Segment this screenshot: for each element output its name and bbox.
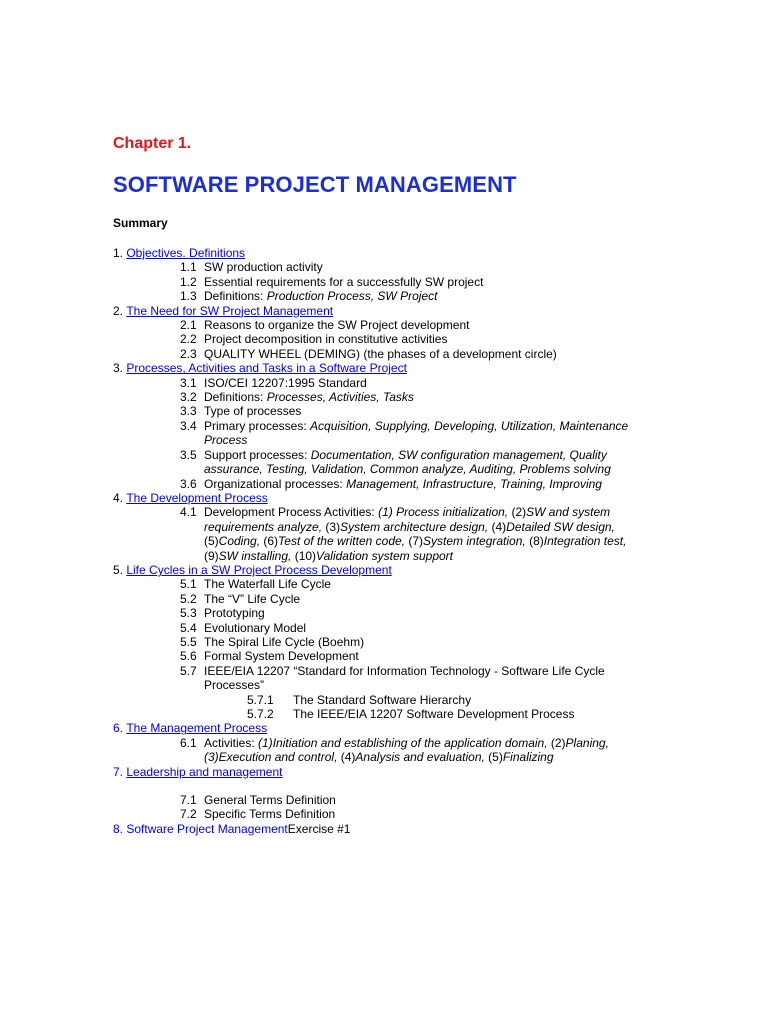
part: (3) <box>325 519 341 534</box>
toc-item-4-1 <box>113 505 653 563</box>
item-text: Reasons to organize the SW Project development <box>204 318 470 333</box>
item-text: The Spiral Life Cycle (Boehm) <box>204 634 365 649</box>
toc-item-1-1 <box>113 260 653 274</box>
part: (5) <box>488 750 503 765</box>
item-number: 5.4 <box>180 620 197 635</box>
toc-item-5-3 <box>113 606 653 620</box>
item-number: 1.1 <box>180 260 197 275</box>
item-number: 5.6 <box>180 649 197 664</box>
item-number: 3.4 <box>180 418 197 433</box>
toc-section-3 <box>113 361 653 375</box>
item-number: 3.1 <box>180 375 197 390</box>
item-text: QUALITY WHEEL (DEMING) (the phases of a development circle) <box>204 346 557 361</box>
part: (5) <box>204 534 219 549</box>
toc-item-3-5 <box>113 448 653 477</box>
summary-heading: Summary <box>113 216 168 230</box>
item-number: 3.3 <box>180 404 197 419</box>
item-text: Activities: <box>204 735 259 750</box>
item-number: 1.2 <box>180 274 197 289</box>
toc-section-5 <box>113 563 653 577</box>
toc-item-2-2 <box>113 332 653 346</box>
item-number: 2.3 <box>180 346 197 361</box>
part: (3) <box>204 750 219 765</box>
part: (4) <box>340 750 356 765</box>
part: (1) <box>378 505 397 520</box>
part: Initiation and establishing of the application domain, <box>272 735 551 750</box>
item-number: 5.5 <box>180 634 197 649</box>
section-number: 2. <box>113 303 127 318</box>
link-need-for-sw-project-management[interactable]: The Need for SW Project Management <box>126 303 334 318</box>
item-italic-text: Production Process, SW Project <box>266 289 438 304</box>
toc-item-5-5 <box>113 635 653 649</box>
link-life-cycles[interactable]: Life Cycles in a SW Project Process Development <box>126 562 392 577</box>
item-text: Type of processes <box>204 404 302 419</box>
item-text: Evolutionary Model <box>204 620 307 635</box>
item-number: 4.1 <box>180 505 197 520</box>
item-italic-text: Processes, Activities, Tasks <box>266 390 414 405</box>
item-text: Project decomposition in constitutive activities <box>204 332 448 347</box>
item-number: 2.2 <box>180 332 197 347</box>
toc-item-3-1 <box>113 376 653 390</box>
part: (9) <box>204 548 219 563</box>
part: Coding, <box>218 534 264 549</box>
section-number: 1. <box>113 246 127 260</box>
item-text: The IEEE/EIA 12207 Software Development Process <box>293 707 575 721</box>
item-number: 5.7.1 <box>247 692 274 707</box>
item-text: Support processes: <box>204 447 311 462</box>
item-number: 3.2 <box>180 390 197 405</box>
toc-section-2 <box>113 304 653 318</box>
exercise-suffix: Exercise #1 <box>287 821 351 836</box>
part: SW and system requirements analyze, <box>204 505 611 534</box>
toc-item-3-4 <box>113 419 653 448</box>
toc-item-5-7 <box>113 664 653 693</box>
chapter-label: Chapter 1. <box>113 135 192 152</box>
item-text-group <box>204 736 653 765</box>
part: Test of the written code, <box>278 534 409 549</box>
toc-section-7 <box>113 765 653 779</box>
item-text: Primary processes: <box>204 418 311 433</box>
link-software-project-management[interactable]: Software Project Management <box>126 821 288 836</box>
part: (4) <box>491 519 507 534</box>
item-number: 2.1 <box>180 318 197 333</box>
part: System architecture design, <box>340 519 492 534</box>
item-text: Definitions: <box>204 390 267 405</box>
item-number: 3.6 <box>180 476 197 491</box>
toc-section-4 <box>113 491 653 505</box>
item-number: 6.1 <box>180 735 197 750</box>
toc-item-3-6 <box>113 477 653 491</box>
part: (7) <box>408 534 424 549</box>
toc-item-5-1 <box>113 577 653 591</box>
part: (2) <box>550 735 566 750</box>
part: (8) <box>529 534 544 549</box>
item-text: The Standard Software Hierarchy <box>293 692 472 707</box>
toc-item-7-2 <box>113 807 653 821</box>
item-italic-text: Management, Infrastructure, Training, Improving <box>346 476 602 491</box>
link-leadership-and-management[interactable]: Leadership and management <box>126 764 283 779</box>
toc-item-7-1 <box>113 793 653 807</box>
section-number: 3. <box>113 361 127 376</box>
part: Finalizing <box>502 750 554 765</box>
toc-item-5-7-2 <box>113 707 653 721</box>
item-text: Essential requirements for a successfully SW project <box>204 274 484 289</box>
link-processes-activities-tasks[interactable]: Processes, Activities and Tasks in a Software Project <box>126 361 407 376</box>
toc-item-2-1 <box>113 318 653 332</box>
part: Execution and control, <box>218 750 341 765</box>
part: (1) <box>258 735 273 750</box>
part: Validation system support <box>316 548 454 563</box>
item-number: 5.3 <box>180 606 197 621</box>
item-number: 5.1 <box>180 577 197 592</box>
toc-item-5-4 <box>113 621 653 635</box>
spacer <box>113 779 653 793</box>
part: Integration test, <box>543 534 627 549</box>
item-text: Development Process Activities: <box>204 505 379 520</box>
toc-item-6-1 <box>113 736 653 765</box>
item-number: 1.3 <box>180 289 197 304</box>
toc-item-5-2 <box>113 592 653 606</box>
section-number: 7. <box>113 764 127 779</box>
toc-item-2-3 <box>113 347 653 361</box>
section-number: 4. <box>113 490 127 505</box>
toc-item-3-2 <box>113 390 653 404</box>
toc-item-1-2 <box>113 275 653 289</box>
item-number: 7.1 <box>180 793 197 808</box>
item-text-group <box>204 505 644 563</box>
part: (6) <box>263 534 279 549</box>
table-of-contents <box>113 246 653 836</box>
toc-section-8 <box>113 822 653 836</box>
link-objectives-definitions[interactable]: Objectives. Definitions <box>126 246 246 260</box>
toc-item-5-7-1 <box>113 693 653 707</box>
item-text: Organizational processes: <box>204 476 347 491</box>
toc-item-3-3 <box>113 404 653 418</box>
item-text: ISO/CEI 12207:1995 Standard <box>204 375 367 390</box>
item-text: IEEE/EIA 12207 “Standard for Information Technology - Software Life Cycle Processes” <box>204 663 605 693</box>
part: Process initialization, <box>396 505 512 520</box>
toc-item-5-6 <box>113 649 653 663</box>
item-number: 5.2 <box>180 591 197 606</box>
item-italic-text: Acquisition, Supplying, Developing, Utilization, Maintenance Process <box>204 418 629 448</box>
document-title: SOFTWARE PROJECT MANAGEMENT <box>113 172 517 197</box>
toc-section-6 <box>113 721 653 735</box>
part: Analysis and evaluation, <box>355 750 489 765</box>
section-number: 5. <box>113 562 127 577</box>
part: Planing, <box>565 735 609 750</box>
part: (10) <box>294 548 317 563</box>
item-text: Prototyping <box>204 606 265 621</box>
link-development-process[interactable]: The Development Process <box>126 490 268 505</box>
toc-item-1-3 <box>113 289 653 303</box>
section-number: 6. <box>113 721 127 736</box>
item-text: The Waterfall Life Cycle <box>204 577 331 592</box>
item-text: Formal System Development <box>204 649 359 664</box>
item-text: General Terms Definition <box>204 793 336 808</box>
part: (2) <box>511 505 527 520</box>
item-text: Specific Terms Definition <box>204 807 336 822</box>
part: SW installing, <box>218 548 295 563</box>
part: System integration, <box>423 534 530 549</box>
item-number: 3.5 <box>180 447 197 462</box>
item-number: 5.7 <box>180 663 197 678</box>
item-italic-text: Documentation, SW configuration management, Quality assurance, Testing, Validation, Common analyze, Auditing, Problems solving <box>204 447 611 477</box>
item-text: SW production activity <box>204 260 323 275</box>
item-text: Definitions: <box>204 289 267 304</box>
toc-section-1 <box>113 246 653 260</box>
part: Detailed SW design, <box>506 519 615 534</box>
item-text: The “V” Life Cycle <box>204 591 301 606</box>
item-number: 5.7.2 <box>247 707 274 721</box>
link-management-process[interactable]: The Management Process <box>126 721 268 736</box>
section-number: 8. <box>113 821 127 836</box>
item-number: 7.2 <box>180 807 197 822</box>
